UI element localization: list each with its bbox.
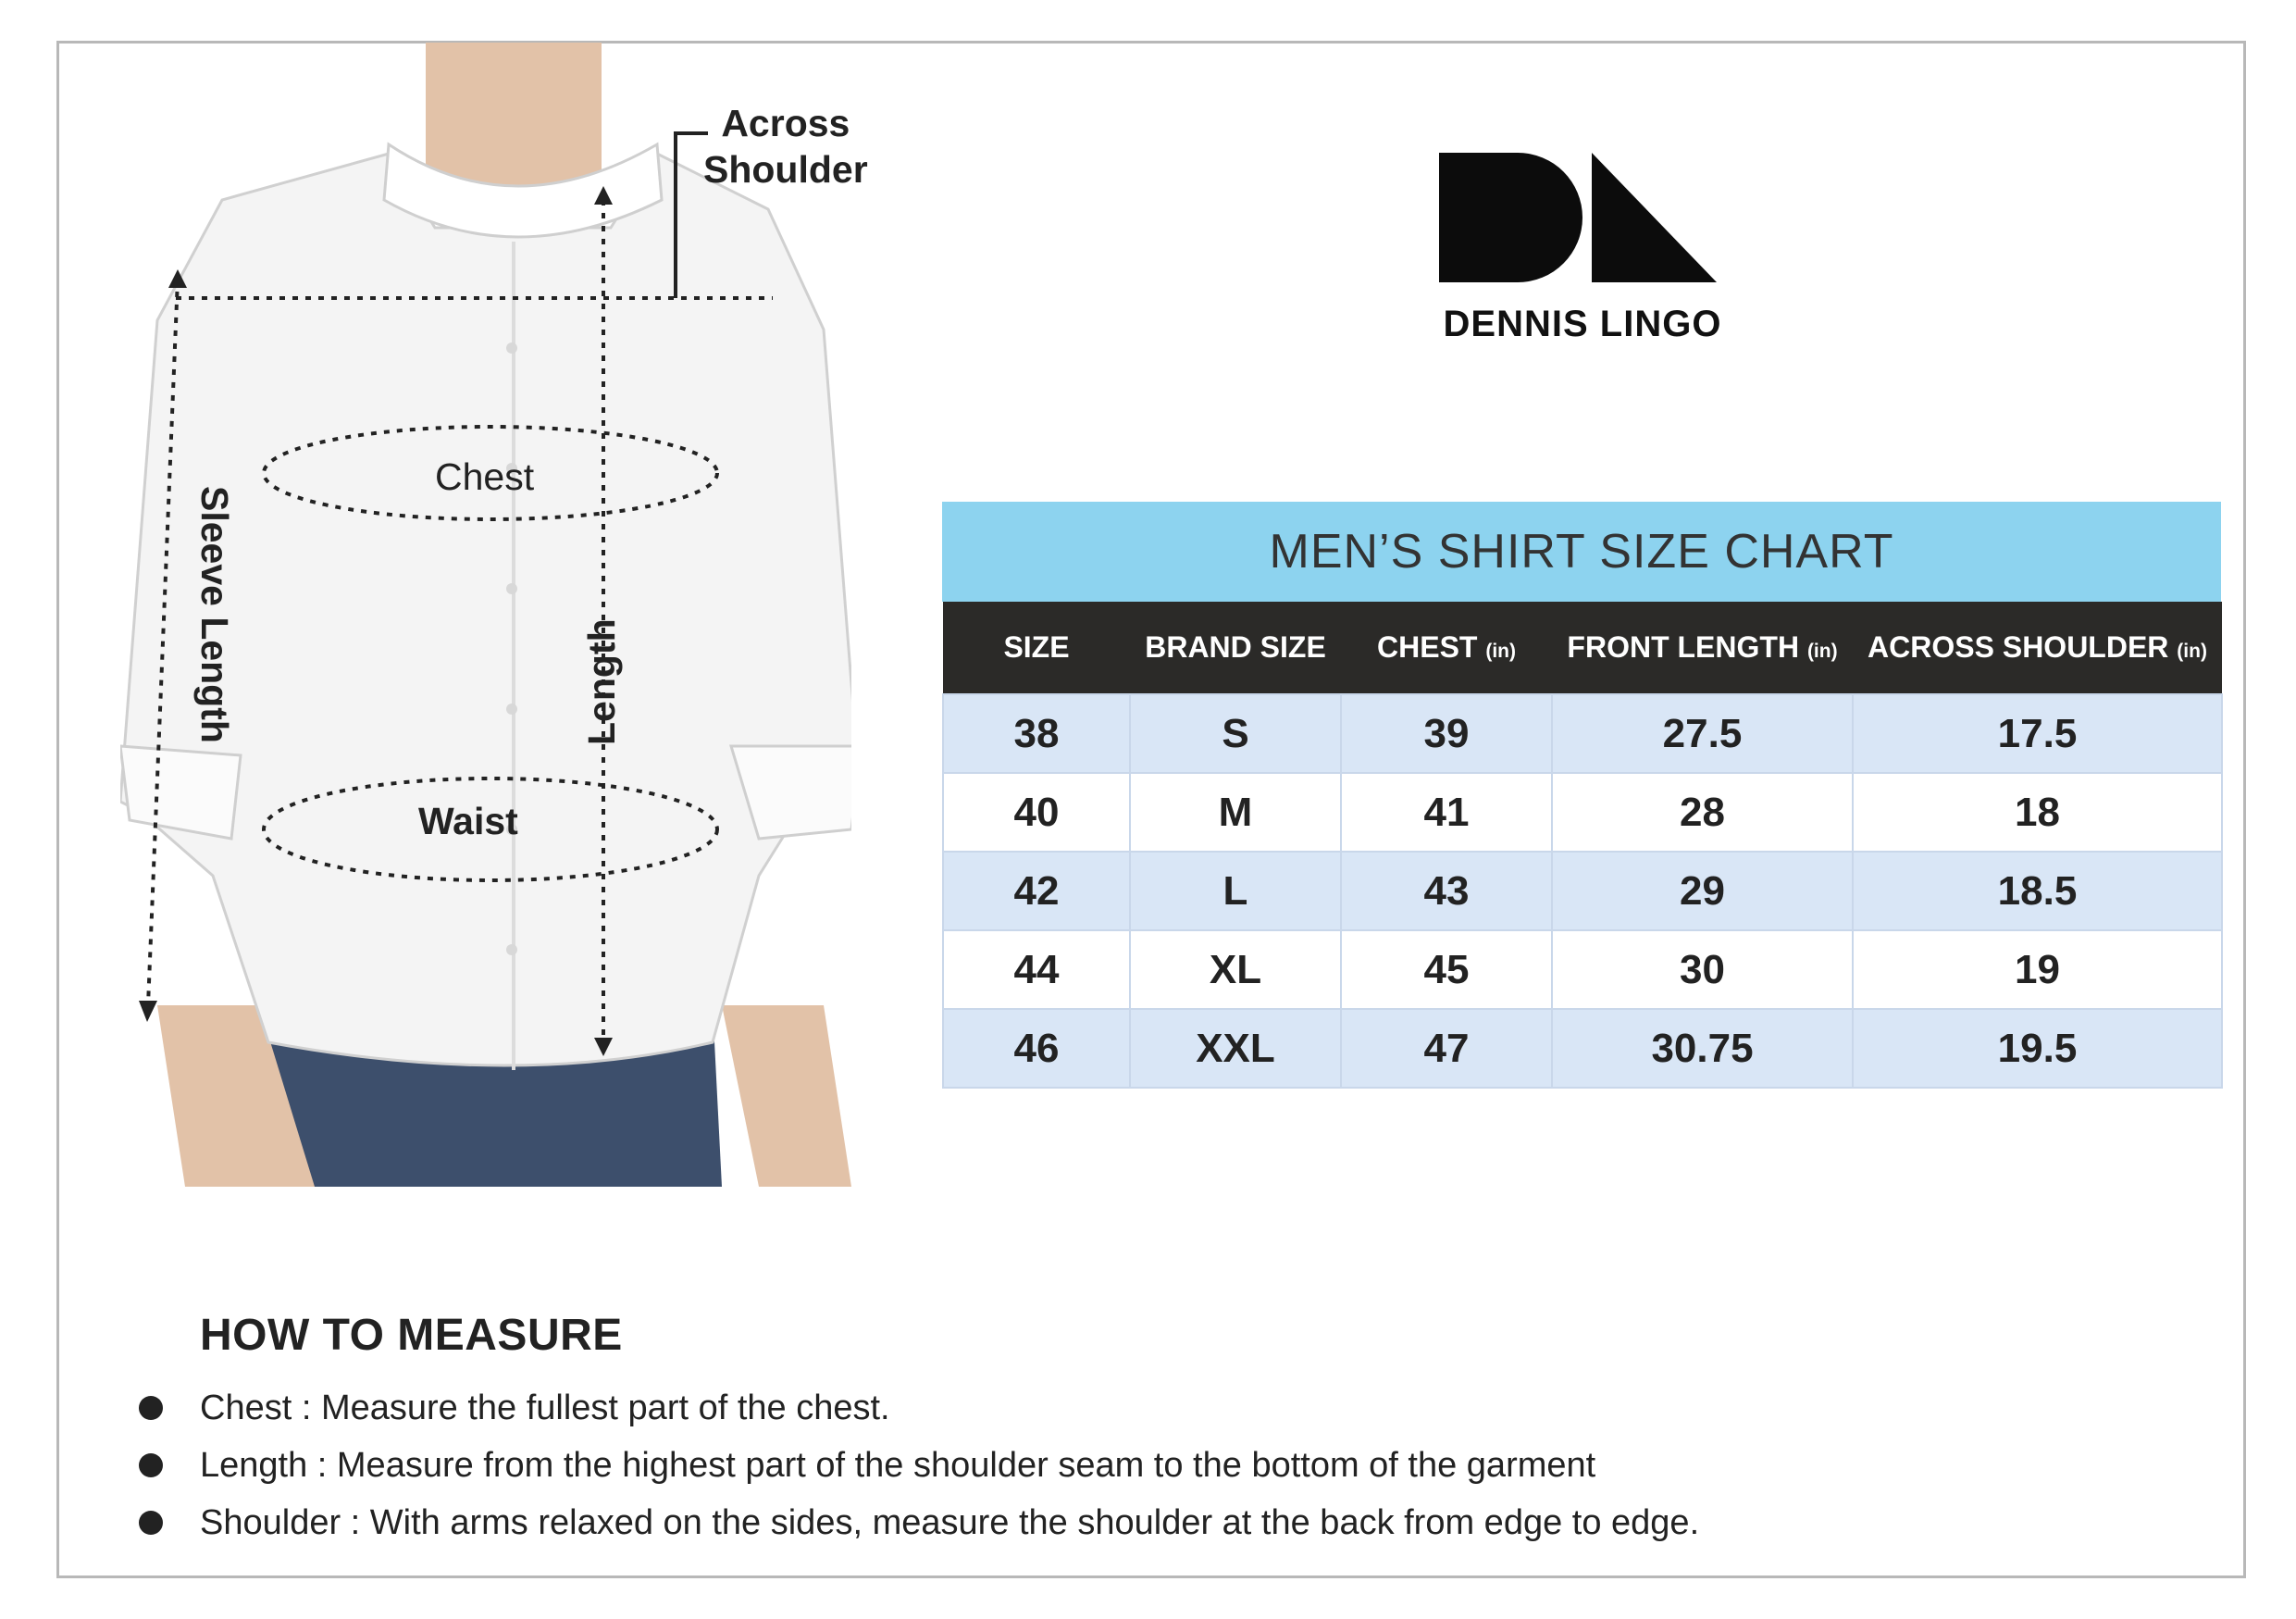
waist-label: Waist [418,800,518,842]
bullet-icon [139,1511,163,1535]
header-brand-size: BRAND SIZE [1130,602,1341,694]
cell-front-length: 30.75 [1552,1009,1853,1088]
cell-size: 44 [943,930,1130,1009]
cell-brand-size: L [1130,852,1341,930]
bullet-icon [139,1396,163,1420]
cell-chest: 39 [1341,694,1552,773]
cell-front-length: 27.5 [1552,694,1853,773]
how-to-measure-list [139,1379,1699,1551]
header-front-length: FRONT LENGTH (in) [1552,602,1853,694]
list-item [139,1494,1699,1551]
cell-brand-size: S [1130,694,1341,773]
length-label: Length [580,618,623,745]
size-table-header-row [943,602,2222,694]
bullet-icon [139,1453,163,1477]
cell-size: 40 [943,773,1130,852]
table-row [943,694,2222,773]
cell-across-shoulder: 18.5 [1853,852,2222,930]
cell-chest: 47 [1341,1009,1552,1088]
cell-chest: 43 [1341,852,1552,930]
measure-shoulder-text: Shoulder : With arms relaxed on the sides, measure the shoulder at the back from edge to edge. [200,1502,1700,1542]
size-chart [942,502,2221,1089]
cell-size: 38 [943,694,1130,773]
brand-name: DENNIS LINGO [1443,304,1722,344]
cell-across-shoulder: 19 [1853,930,2222,1009]
cell-brand-size: XXL [1130,1009,1341,1088]
cell-front-length: 30 [1552,930,1853,1009]
list-item [139,1379,1699,1437]
measure-length-text: Length : Measure from the highest part of the shoulder seam to the bottom of the garment [200,1445,1596,1485]
cell-brand-size: M [1130,773,1341,852]
size-chart-title: MEN’S SHIRT SIZE CHART [942,502,2221,602]
cell-front-length: 29 [1552,852,1853,930]
across-shoulder-label [703,100,868,193]
table-row [943,852,2222,930]
sleeve-length-label: Sleeve Length [193,486,236,743]
cell-size: 46 [943,1009,1130,1088]
table-row [943,773,2222,852]
table-row [943,930,2222,1009]
cell-size: 42 [943,852,1130,930]
across-shoulder-label-line1: Across [721,102,850,144]
cell-across-shoulder: 17.5 [1853,694,2222,773]
across-shoulder-label-line2: Shoulder [703,148,868,191]
header-size: SIZE [943,602,1130,694]
cell-brand-size: XL [1130,930,1341,1009]
cell-front-length: 28 [1552,773,1853,852]
cell-chest: 45 [1341,930,1552,1009]
size-table [942,602,2223,1089]
list-item [139,1437,1699,1494]
cell-across-shoulder: 18 [1853,773,2222,852]
measure-chest-text: Chest : Measure the fullest part of the chest. [200,1388,890,1427]
header-across-shoulder: ACROSS SHOULDER (in) [1853,602,2222,694]
table-row [943,1009,2222,1088]
cell-chest: 41 [1341,773,1552,852]
cell-across-shoulder: 19.5 [1853,1009,2222,1088]
chest-label: Chest [435,455,535,498]
header-chest: CHEST (in) [1341,602,1552,694]
how-to-measure-title: HOW TO MEASURE [200,1311,623,1360]
